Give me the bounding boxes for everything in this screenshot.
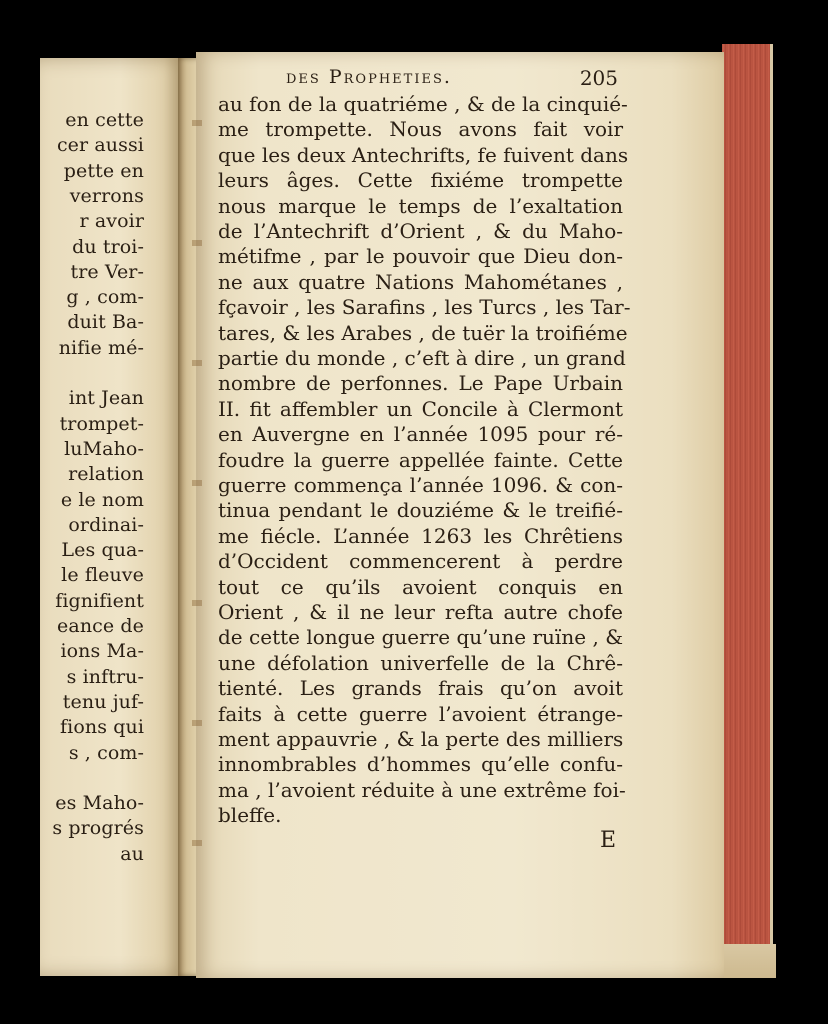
left-page-line: es Maho- — [55, 792, 144, 815]
body-line: ment appauvrie , & la perte des milliers — [218, 727, 624, 751]
left-page — [40, 58, 186, 976]
left-page-line: cer aussi — [56, 134, 144, 157]
left-page-line: luMaho- — [64, 437, 144, 460]
page-number: 205 — [579, 66, 618, 90]
page-edges — [722, 44, 773, 952]
left-page-line: Les qua- — [61, 539, 144, 562]
body-line: d’Occident commencerent à perdre — [218, 549, 623, 574]
left-page-line: fions qui — [60, 716, 144, 739]
body-line: en Auvergne en l’année 1095 pour ré- — [218, 422, 623, 447]
body-line: innombrables d’hommes qu’elle confu- — [218, 752, 623, 777]
body-line: fçavoir , les Sarafins , les Turcs , les Tar- — [218, 295, 631, 320]
body-line: tout ce qu’ils avoient conquis en — [218, 574, 623, 599]
body-line: me trompette. Nous avons fait voir — [218, 117, 623, 142]
body-line: partie du monde , c’eft à dire , un grand — [218, 346, 626, 370]
body-line: tares, & les Arabes , de tuër la troifiéme — [218, 320, 628, 345]
left-page-line: duit Ba- — [67, 311, 144, 334]
body-line: au fon de la quatriéme , & de la cinquié- — [218, 92, 628, 116]
left-page-line: trompet- — [59, 412, 144, 435]
body-line: nombre de perfonnes. Le Pape Urbain — [218, 371, 623, 396]
body-line: tienté. Les grands frais qu’on avoit — [218, 676, 623, 701]
left-page-line: tenu juf- — [62, 690, 144, 713]
page-header — [286, 66, 626, 94]
left-page-line: r avoir — [79, 210, 144, 233]
running-head: des Propheties. — [286, 66, 452, 88]
body-line: guerre commença l’année 1096. & con- — [218, 473, 623, 497]
left-page-line: eance de — [57, 615, 144, 637]
left-page-line: e le nom — [60, 488, 144, 511]
left-page-line: tre Ver- — [70, 260, 144, 283]
left-page-line: pette en — [63, 159, 144, 182]
body-line: bleffe. — [218, 803, 282, 828]
left-page-line: g , com- — [66, 286, 144, 309]
body-line: leurs âges. Cette fixiéme trompette — [218, 168, 623, 193]
body-line: ma , l’avoient réduite à une extrême foi- — [218, 777, 626, 802]
body-line: métifme , par le pouvoir que Dieu don- — [218, 244, 623, 269]
body-line: ne aux quatre Nations Mahométanes , — [218, 269, 623, 294]
left-page-line: fignifient — [55, 589, 144, 612]
left-page-line: au — [120, 842, 144, 865]
body-line: nous marque le temps de l’exaltation — [218, 193, 623, 218]
signature-mark: E — [600, 828, 617, 853]
left-page-line: int Jean — [68, 387, 144, 410]
left-page-line: s , com- — [68, 741, 144, 764]
left-page-line: verrons — [69, 184, 144, 207]
left-page-line: s inftru- — [66, 665, 144, 688]
body-line: tinua pendant le douziéme & le treifié- — [218, 498, 623, 523]
body-line: de cette longue guerre qu’une ruïne , & — [218, 625, 623, 650]
left-page-line: le fleuve — [61, 564, 144, 587]
left-page-line: nifie mé- — [58, 336, 144, 359]
gutter-stain — [192, 60, 202, 960]
body-line: de l’Antechrift d’Orient , & du Maho- — [218, 219, 623, 243]
body-line: Orient , & il ne leur refta autre chofe — [218, 600, 623, 624]
body-line: une défolation univerfelle de la Chrê- — [218, 650, 623, 675]
left-page-line: s progrés — [52, 817, 144, 840]
body-line: me fiécle. L’année 1263 les Chrêtiens — [218, 523, 623, 548]
left-page-line: du troi- — [72, 235, 144, 258]
left-page-line: ions Ma- — [60, 640, 144, 663]
left-page-line: en cette — [65, 109, 144, 131]
body-line: faits à cette guerre l’avoient étrange- — [218, 701, 623, 726]
left-page-line: ordinai- — [68, 513, 144, 536]
body-line: que les deux Antechrifts, fe fuivent dans — [218, 142, 629, 167]
body-line: foudre la guerre appellée fainte. Cette — [218, 447, 623, 472]
left-page-line: relation — [68, 463, 144, 486]
body-line: II. fit affembler un Concile à Clermont — [218, 396, 623, 421]
